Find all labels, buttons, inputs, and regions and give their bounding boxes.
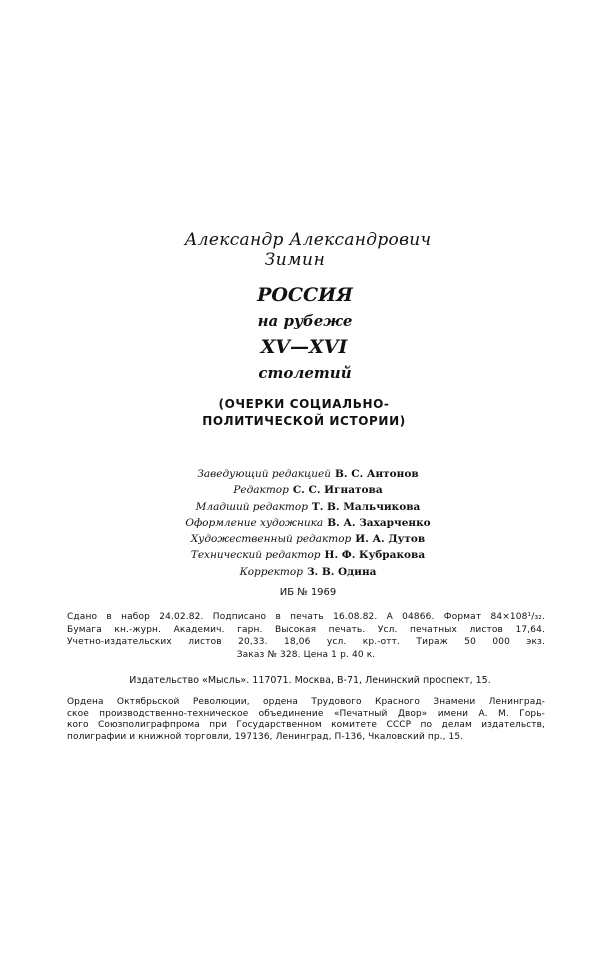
printer-line-1: Ордена Октябрьской Революции, ордена Трудового Красного Знамени Ленинград-	[67, 697, 545, 707]
ib-number	[0, 586, 600, 600]
credit-name: И. А. Дутов	[355, 533, 426, 546]
book-title-sub: на рубеже	[257, 312, 353, 330]
imprint-line-4: Заказ № 328. Цена 1 р. 40 к.	[236, 649, 376, 660]
printer-info	[67, 697, 545, 743]
credit-name: В. С. Антонов	[335, 468, 419, 480]
credit-role: Младший редактор	[195, 500, 308, 513]
author-surname: Зимин	[264, 250, 326, 270]
book-subtitle-line-1: (ОЧЕРКИ СОЦИАЛЬНО-	[218, 397, 390, 411]
credit-role: Оформление художника	[185, 516, 324, 529]
credit-name: Н. Ф. Кубракова	[324, 549, 426, 562]
credit-row	[8, 466, 600, 482]
imprint-line-3: Учетно-издательских листов 20,33. 18,06 усл. кр.-отт. Тираж 50 000 экз.	[67, 637, 545, 647]
ib-number-text: ИБ № 1969	[279, 587, 337, 598]
imprint-line-1: Сдано в набор 24.02.82. Подписано в печать 16.08.82. А 04866. Формат 84×108¹/₃₂.	[67, 612, 545, 622]
printer-line-3: кого Союзполиграфпрома при Государственном комитете СССР по делам издательств,	[67, 720, 545, 730]
credit-role: Технический редактор	[190, 549, 321, 562]
imprint-line-2: Бумага кн.-журн. Академич. гарн. Высокая печать. Усл. печатных листов 17,64.	[67, 624, 545, 635]
credit-role: Заведующий редакцией	[197, 468, 332, 480]
credit-name: Т. В. Мальчикова	[311, 500, 421, 513]
editorial-credits	[0, 466, 600, 580]
title-block	[0, 230, 600, 430]
credit-role: Редактор	[233, 484, 289, 497]
printer-line-2: ское производственно-техническое объединение «Печатный Двор» имени А. М. Горь-	[67, 708, 545, 719]
publisher-text: Издательство «Мысль». 117071. Москва, В-71, Ленинский проспект, 15.	[129, 675, 491, 686]
credit-name: С. С. Игнатова	[292, 484, 383, 497]
book-subtitle-line-2: ПОЛИТИЧЕСКОЙ ИСТОРИИ)	[202, 414, 406, 428]
credit-row	[8, 482, 600, 498]
printer-line-4: полиграфии и книжной торговли, 197136, Ленинград, П-136, Чкаловский пр., 15.	[67, 731, 464, 742]
credit-role: Художественный редактор	[190, 533, 352, 546]
book-title-main: РОССИЯ	[257, 284, 353, 306]
credit-row	[8, 531, 600, 547]
credit-role: Корректор	[239, 565, 303, 578]
credit-row	[8, 515, 600, 531]
credit-name: В. А. Захарченко	[327, 516, 431, 529]
credit-row	[8, 499, 600, 515]
publisher-address	[0, 674, 600, 687]
book-title-centuries: XV—XVI	[260, 336, 348, 358]
credit-name: З. В. Одина	[306, 565, 377, 578]
author-first-name: Александр Александрович	[184, 230, 432, 250]
printing-imprint	[67, 611, 545, 661]
credit-row	[8, 547, 600, 563]
book-title-centuries-word: столетий	[258, 364, 352, 382]
credit-row	[8, 564, 600, 580]
